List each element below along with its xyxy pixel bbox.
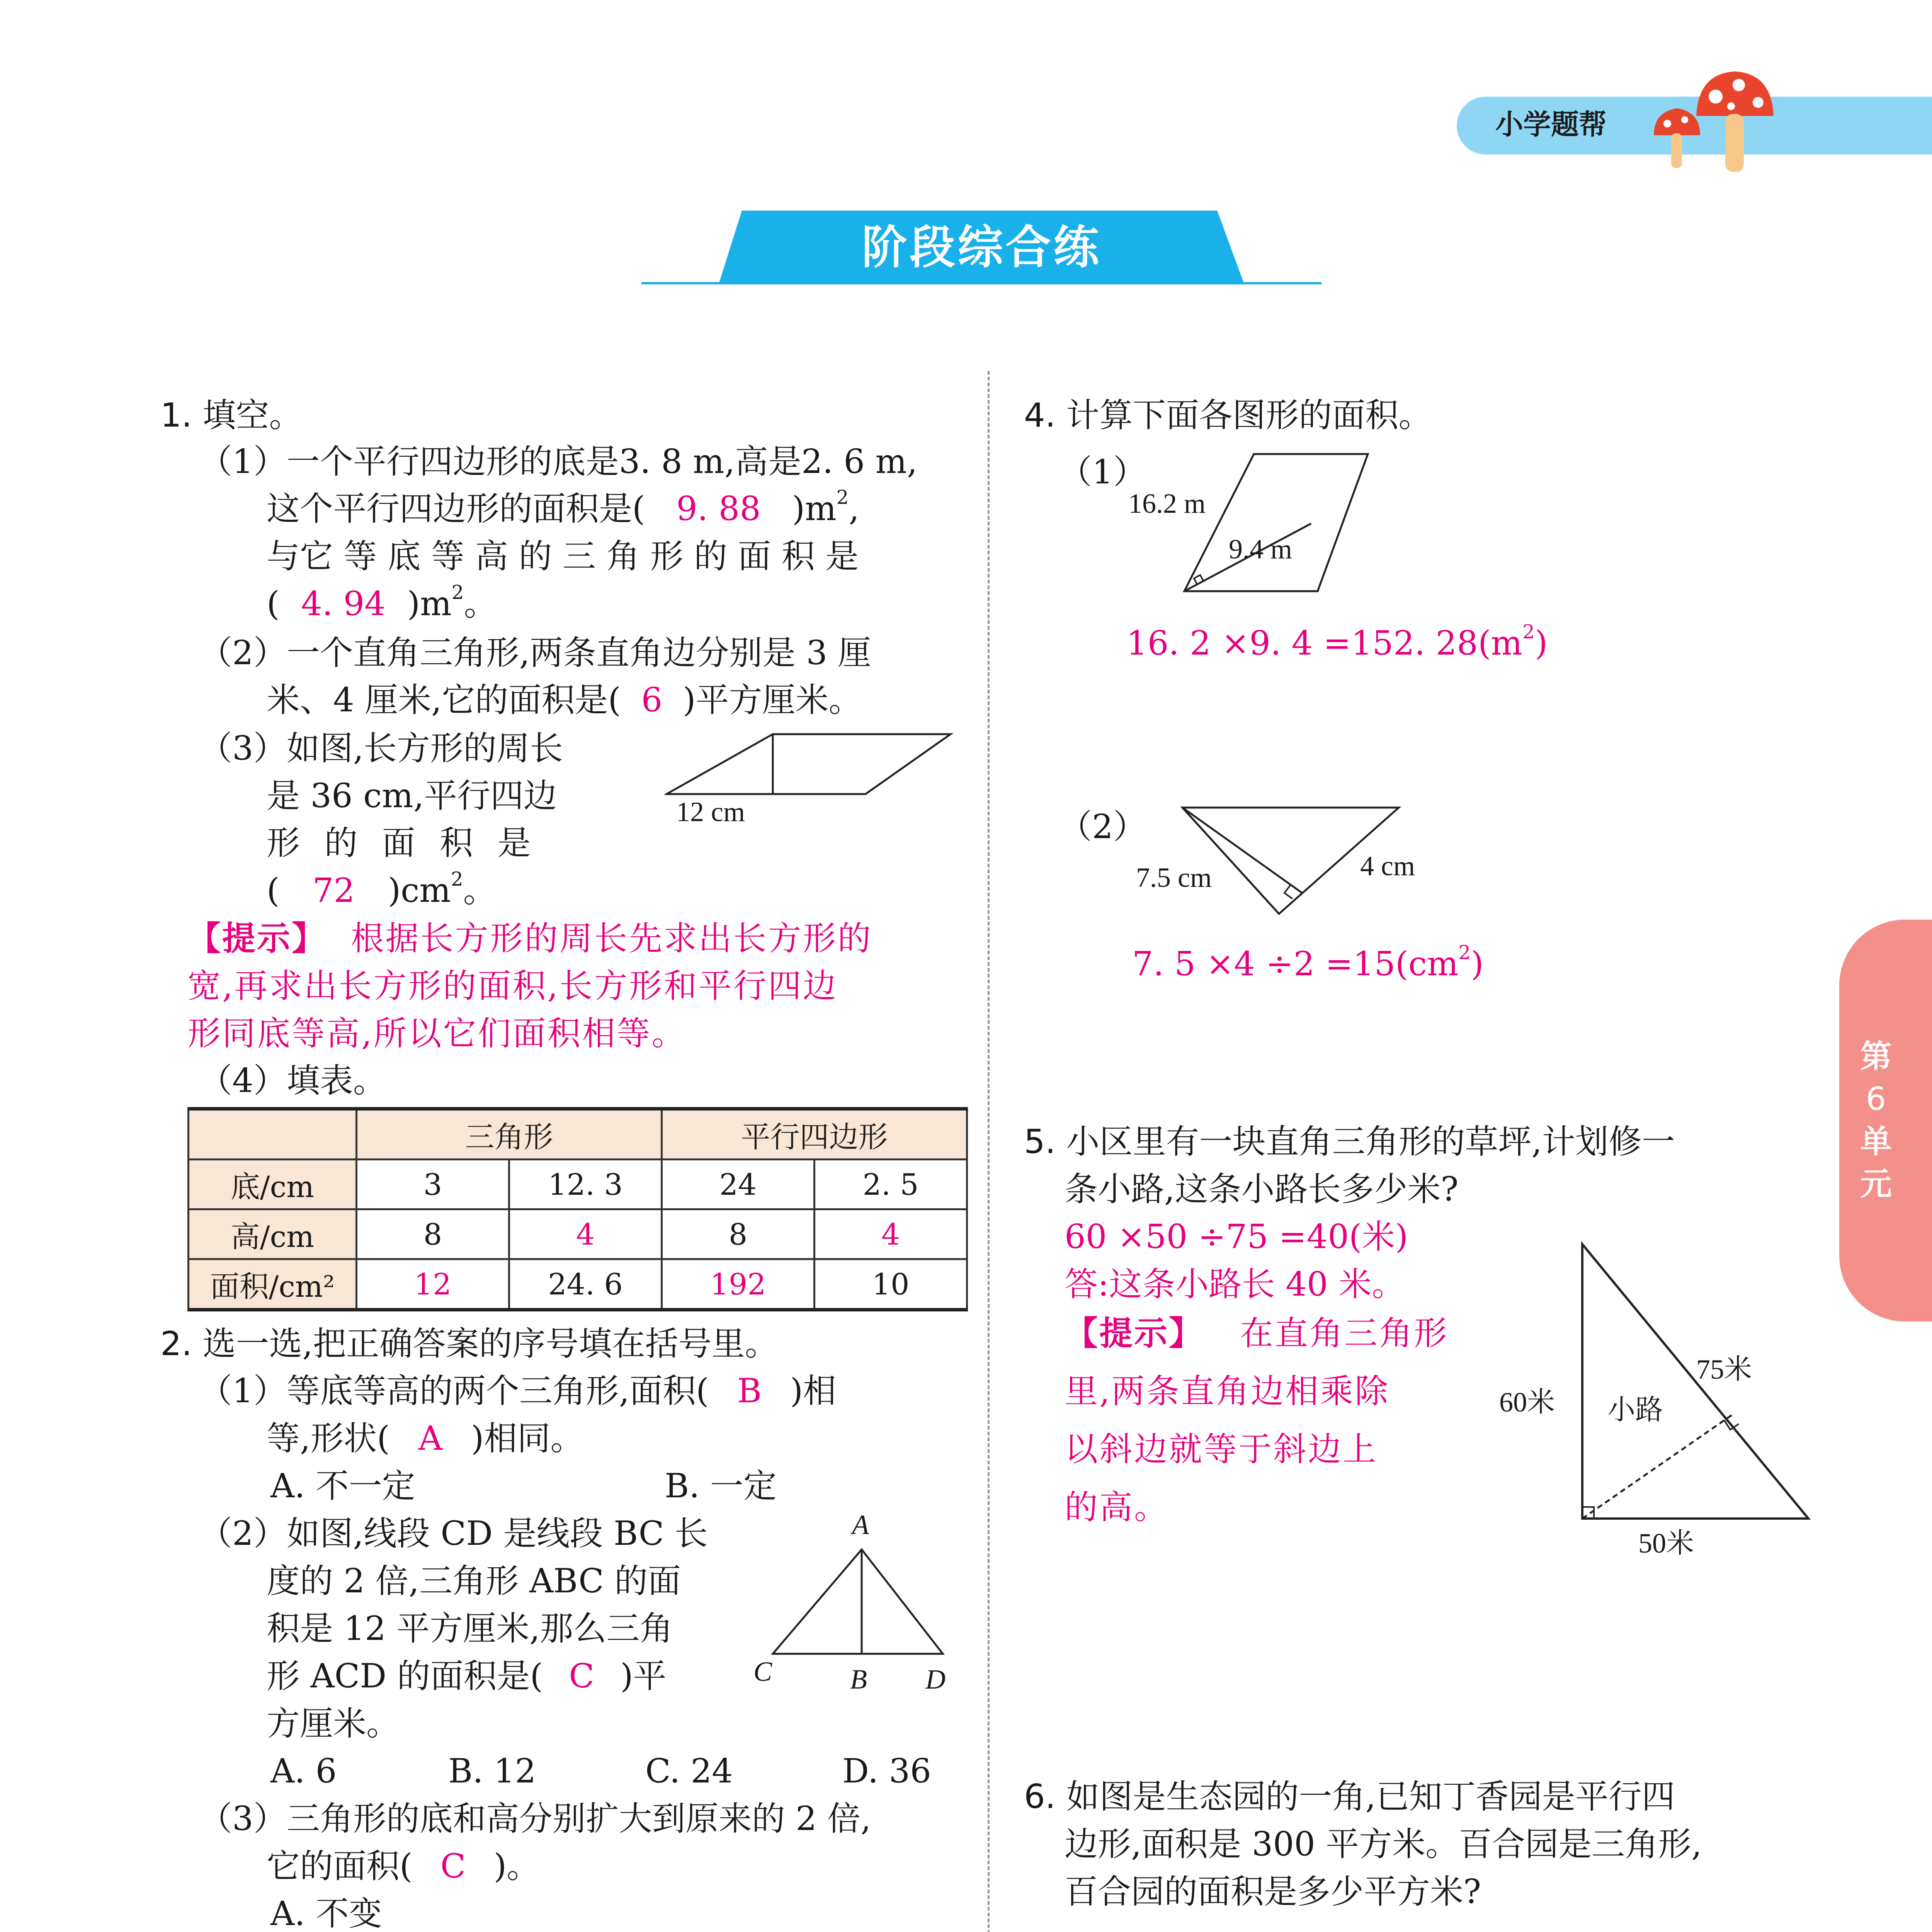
q2-3-line2: 它的面积( C )。 bbox=[267, 1843, 540, 1889]
q2-2-line4: 形 ACD 的面积是( C )平 bbox=[267, 1653, 667, 1699]
q2-1-line1: （1）等底等高的两个三角形,面积( B )相 bbox=[199, 1368, 836, 1414]
q2-3-line1: （3）三角形的底和高分别扩大到原来的 2 倍, bbox=[199, 1799, 871, 1838]
q6-line1: 6. 如图是生态园的一角,已知丁香园是平行四 bbox=[1024, 1777, 1675, 1816]
q4-1-calc: 16. 2 ×9. 4 =152. $28(m^2)$ bbox=[1126, 621, 1548, 663]
q5-line2: 条小路,这条小路长多少米? bbox=[1065, 1170, 1459, 1209]
q5-line1: 5. 小区里有一块直角三角形的草坪,计划修一 bbox=[1024, 1122, 1675, 1161]
fig-point-d: D bbox=[925, 1664, 946, 1695]
q2-1-line2: 等,形状( A )相同。 bbox=[267, 1415, 583, 1462]
q1-1-line4: ( 4. 94 )$m^2$。 bbox=[267, 581, 497, 627]
q1-hint-line3: 形同底等高,所以它们面积相等。 bbox=[187, 1014, 687, 1053]
q1-2-answer: 6 bbox=[641, 681, 663, 719]
q1-hint-line2: 宽,再求出长方形的面积,长方形和平行四边 bbox=[187, 967, 838, 1005]
q2-1-answer-b: A bbox=[418, 1419, 442, 1458]
q5-hint-line1: 【提示】 在直角三角形 bbox=[1065, 1314, 1449, 1353]
q1-2-line2: 米、4 厘米,它的面积是( 6 )平方厘米。 bbox=[267, 677, 862, 723]
mushroom-icon bbox=[1631, 66, 1777, 179]
parallelogram-figure bbox=[1179, 452, 1372, 599]
q1-3-answer: 72 bbox=[312, 871, 355, 910]
brand-label: 小学题帮 bbox=[1495, 108, 1607, 141]
label-75m: 75米 bbox=[1696, 1354, 1752, 1385]
label-9-4m: 9.4 m bbox=[1229, 534, 1293, 565]
q1-3-line1: （3）如图,长方形的周长 bbox=[199, 729, 563, 768]
label-16-2m: 16.2 m bbox=[1128, 488, 1206, 519]
q2-2-optA: A. 6 bbox=[270, 1752, 337, 1791]
q4-heading: 4. 计算下面各图形的面积。 bbox=[1024, 396, 1432, 435]
rectangle-parallelogram-figure bbox=[665, 732, 958, 798]
q4-2-calc: 7. $5 \times 4 \div 2 =15(cm^2)$ bbox=[1132, 941, 1484, 983]
q6-line2: 边形,面积是 300 平方米。百合园是三角形, bbox=[1065, 1825, 1702, 1864]
fig-label-12cm: 12 cm bbox=[676, 796, 745, 827]
table-row: 底/cm 3 12. 3 24 2. 5 bbox=[189, 1160, 967, 1209]
q2-2-line3: 积是 12 平方厘米,那么三角 bbox=[267, 1609, 673, 1648]
q1-1-answer-a: 9. 88 bbox=[676, 490, 761, 528]
q6-calc1 bbox=[1065, 1928, 1349, 1932]
q2-2-optB: B. 12 bbox=[448, 1752, 536, 1791]
label-7-5cm: 7.5 cm bbox=[1136, 862, 1212, 893]
label-4cm: 4 cm bbox=[1360, 850, 1415, 881]
q1-1-line3: 与它 等 底 等 高 的 三 角 形 的 面 积 是 bbox=[267, 537, 859, 576]
q2-2-line1: （2）如图,线段 CD 是线段 BC 长 bbox=[199, 1514, 708, 1553]
q1-1-answer-b: 4. 94 bbox=[301, 585, 386, 623]
q5-hint-line2: 里,两条直角边相乘除 bbox=[1065, 1372, 1390, 1411]
q2-3-optA: A. 不变 bbox=[270, 1895, 382, 1932]
triangle-acd-figure bbox=[769, 1546, 947, 1662]
q6-line3: 百合园的面积是多少平方米? bbox=[1065, 1872, 1481, 1911]
table-row: 面积/cm² 12 24. 6 192 10 bbox=[189, 1259, 967, 1310]
q2-2-line5: 方厘米。 bbox=[267, 1704, 400, 1743]
q2-1-answer-a: B bbox=[737, 1372, 762, 1410]
table-row: 高/cm 8 4 8 4 bbox=[189, 1209, 967, 1259]
q5-calc: 60 ×50 ÷75 =40(米) bbox=[1065, 1218, 1408, 1256]
q4-2-tag: （2） bbox=[1059, 808, 1146, 846]
q5-answer: 答:这条小路长 40 米。 bbox=[1065, 1265, 1405, 1304]
q2-2-answer: C bbox=[569, 1657, 594, 1696]
fig-point-a: A bbox=[852, 1509, 869, 1540]
q1-4-title: （4）填表。 bbox=[199, 1061, 386, 1100]
q1-3-line2: 是 36 cm,平行四边 bbox=[267, 777, 557, 815]
q1-3-line3: 形 的 面 积 是 bbox=[267, 824, 538, 862]
q1-heading: 1. 填空。 bbox=[160, 396, 303, 435]
title-underline bbox=[641, 282, 1321, 284]
q2-2-line2: 度的 2 倍,三角形 ABC 的面 bbox=[267, 1562, 681, 1600]
fig-point-c: C bbox=[753, 1656, 772, 1687]
q5-hint-line3: 以斜边就等于斜边上 bbox=[1065, 1430, 1378, 1469]
q1-2-line1: （2）一个直角三角形,两条直角边分别是 3 厘 bbox=[199, 634, 871, 672]
q1-1-line1: （1）一个平行四边形的底是3. 8 m,高是2. 6 m, bbox=[199, 442, 918, 481]
q2-1-optB: B. 一定 bbox=[665, 1467, 777, 1505]
label-50m: 50米 bbox=[1638, 1528, 1694, 1559]
q2-2-optD: D. 36 bbox=[842, 1752, 931, 1791]
q2-heading: 2. 选一选,把正确答案的序号填在括号里。 bbox=[160, 1325, 778, 1363]
column-divider bbox=[988, 371, 990, 1932]
fill-table bbox=[187, 1107, 968, 1311]
label-path: 小路 bbox=[1607, 1395, 1663, 1425]
fig-point-b: B bbox=[850, 1664, 867, 1695]
q5-hint-line4: 的高。 bbox=[1065, 1488, 1169, 1527]
label-60m: 60米 bbox=[1499, 1387, 1555, 1418]
q2-1-optA: A. 不一定 bbox=[270, 1467, 415, 1505]
q1-hint-line1: 【提示】 根据长方形的周长先求出长方形的 bbox=[187, 919, 872, 958]
q2-3-answer: C bbox=[440, 1847, 466, 1886]
page-title: 阶段综合练 bbox=[861, 221, 1101, 274]
q1-3-line4: ( 72 )$cm^2$。 bbox=[267, 867, 497, 914]
table-group-triangle: 三角形 bbox=[357, 1109, 662, 1160]
q1-1-line2: 这个平行四边形的面积是( 9. 88 )$m^2$, bbox=[267, 486, 859, 532]
q4-1-tag: （1） bbox=[1059, 453, 1146, 492]
unit-tab-label: 第 6 单 元 bbox=[1860, 1038, 1892, 1202]
q2-2-optC: C. 24 bbox=[645, 1752, 733, 1791]
table-group-parallelogram: 平行四边形 bbox=[662, 1109, 967, 1160]
